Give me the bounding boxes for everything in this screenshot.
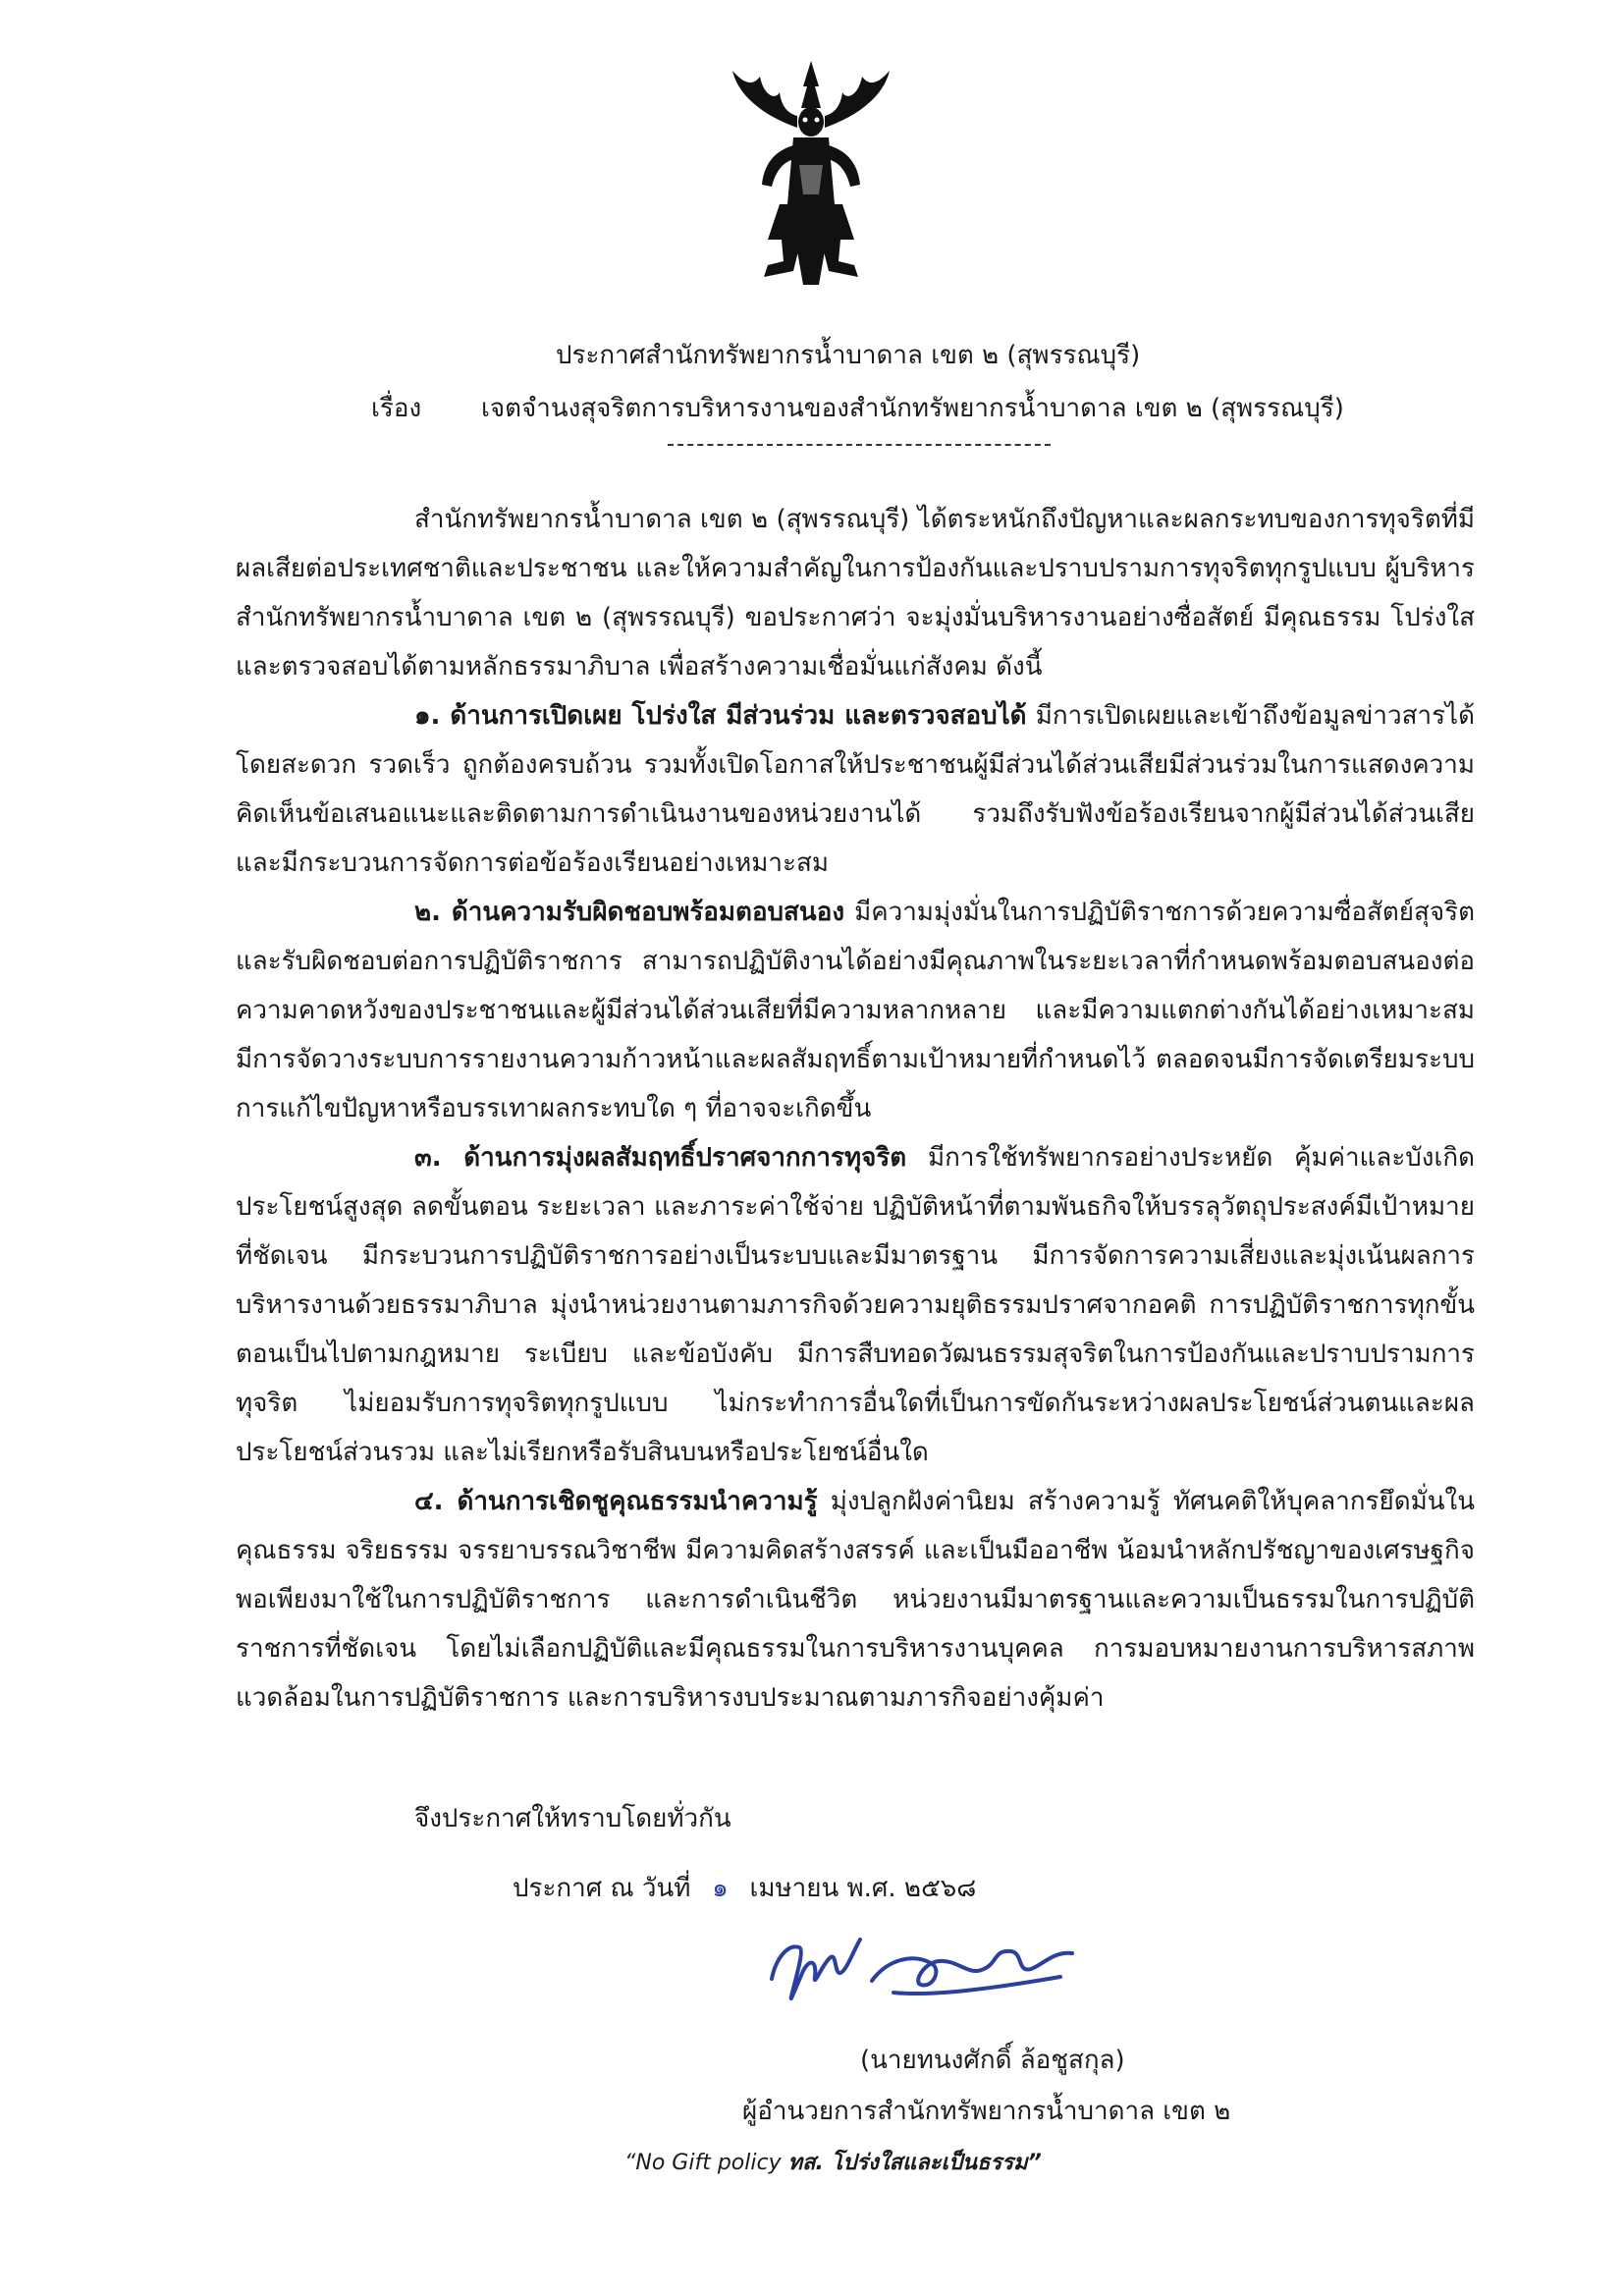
item-heading-3: ๓. ด้านการมุ่งผลสัมฤทธิ์ปราศจากการทุจริต bbox=[414, 1143, 907, 1173]
item-heading-2: ๒. ด้านความรับผิดชอบพร้อมตอบสนอง bbox=[414, 898, 845, 927]
slogan-bold: ทส. โปร่งใสและเป็นธรรม” bbox=[787, 2151, 1042, 2175]
signer-name: (นายทนงศักดิ์ ล้อชูสกุล) bbox=[860, 2046, 1125, 2075]
announcement-body bbox=[236, 495, 1475, 1722]
item-paragraph-3 bbox=[236, 1133, 1475, 1477]
date-day: ๑ bbox=[712, 1874, 729, 1903]
signer-position: ผู้อำนวยการสำนักทรัพยากรน้ำบาดาล เขต ๒ bbox=[742, 2097, 1231, 2126]
item-paragraph-4 bbox=[236, 1477, 1475, 1722]
subject-text: เจตจำนงสุจริตการบริหารงานของสำนักทรัพยากรน้ำบาดาล เขต ๒ (สุพรรณบุรี) bbox=[481, 394, 1344, 423]
intro-paragraph: สำนักทรัพยากรน้ำบาดาล เขต ๒ (สุพรรณบุรี) ได้ตระหนักถึงปัญหาและผลกระทบของการทุจริตที่มีผลเสียต่อประเทศชาติและประชาชน และให้ความสำคัญในการป้องกันและปราบปรามการทุจริตทุกรูปแบบ ผู้บริหารสำนักทรัพยากรน้ำบาดาล เขต ๒ (สุพรรณบุรี) ขอประกาศว่า จะมุ่งมั่นบริหารงานอย่างซื่อสัตย์ มีคุณธรรม โปร่งใส และตรวจสอบได้ตามหลักธรรมาภิบาล เพื่อสร้างความเชื่อมั่นแก่สังคม ดังนี้ bbox=[236, 505, 1475, 682]
title-divider bbox=[668, 444, 1051, 446]
announcement-title: ประกาศสำนักทรัพยากรน้ำบาดาล เขต ๒ (สุพรรณบุรี) bbox=[556, 341, 1141, 370]
item-text-1: มีการเปิดเผยและเข้าถึงข้อมูลข่าวสารได้โดยสะดวก รวดเร็ว ถูกต้องครบถ้วน รวมทั้งเปิดโอกาสให้ประชาชนผู้มีส่วนได้ส่วนเสียมีส่วนร่วมในการแสดงความคิดเห็นข้อเสนอแนะและติดตามการดำเนินงานของหน่วยงานได้ รวมถึงรับฟังข้อร้องเรียนจากผู้มีส่วนได้ส่วนเสียและมีกระบวนการจัดการต่อข้อร้องเรียนอย่างเหมาะสม bbox=[236, 701, 1475, 878]
item-paragraph-2 bbox=[236, 888, 1475, 1133]
slogan-prefix: “No Gift policy bbox=[624, 2151, 782, 2175]
date-month-year: เมษายน พ.ศ. ๒๕๖๘ bbox=[749, 1874, 977, 1903]
date-prefix: ประกาศ ณ วันที่ bbox=[513, 1874, 691, 1903]
item-heading-1: ๑. ด้านการเปิดเผย โปร่งใส มีส่วนร่วม และตรวจสอบได้ bbox=[414, 701, 1027, 731]
announcement-subject bbox=[371, 389, 1344, 428]
garuda-emblem-icon bbox=[725, 57, 897, 293]
subject-label: เรื่อง bbox=[371, 394, 422, 423]
announcement-date bbox=[513, 1869, 976, 1908]
item-paragraph-1 bbox=[236, 691, 1475, 888]
handwritten-signature bbox=[766, 1920, 1080, 2008]
footer-slogan bbox=[624, 2146, 1042, 2181]
closing-statement: จึงประกาศให้ทราบโดยทั่วกัน bbox=[414, 1804, 731, 1833]
item-heading-4: ๔. ด้านการเชิดชูคุณธรรมนำความรู้ bbox=[414, 1487, 818, 1516]
item-text-2: มีความมุ่งมั่นในการปฏิบัติราชการด้วยความซื่อสัตย์สุจริต และรับผิดชอบต่อการปฏิบัติราชการ สามารถปฏิบัติงานได้อย่างมีคุณภาพในระยะเวลาที่กำหนดพร้อมตอบสนองต่อความคาดหวังของประชาชนและผู้มีส่วนได้ส่วนเสียที่มีความหลากหลาย และมีความแตกต่างกันได้อย่างเหมาะสม มีการจัดวางระบบการรายงานความก้าวหน้าและผลสัมฤทธิ์ตามเป้าหมายที่กำหนดไว้ ตลอดจนมีการจัดเตรียมระบบการแก้ไขปัญหาหรือบรรเทาผลกระทบใด ๆ ที่อาจจะเกิดขึ้น bbox=[236, 898, 1475, 1123]
item-text-4: มุ่งปลูกฝังค่านิยม สร้างความรู้ ทัศนคติให้บุคลากรยึดมั่นในคุณธรรม จริยธรรม จรรยาบรรณวิชาชีพ มีความคิดสร้างสรรค์ และเป็นมืออาชีพ น้อมนำหลักปรัชญาของเศรษฐกิจพอเพียงมาใช้ในการปฏิบัติราชการ และการดำเนินชีวิต หน่วยงานมีมาตรฐานและความเป็นธรรมในการปฏิบัติราชการที่ชัดเจน โดยไม่เลือกปฏิบัติและมีคุณธรรมในการบริหารงานบุคคล การมอบหมายงานการบริหารสภาพแวดล้อมในการปฏิบัติราชการ และการบริหารงบประมาณตามภารกิจอย่างคุ้มค่า bbox=[236, 1487, 1475, 1713]
item-text-3: มีการใช้ทรัพยากรอย่างประหยัด คุ้มค่าและบังเกิดประโยชน์สูงสุด ลดขั้นตอน ระยะเวลา และภาระค่าใช้จ่าย ปฏิบัติหน้าที่ตามพันธกิจให้บรรลุวัตถุประสงค์มีเป้าหมายที่ชัดเจน มีกระบวนการปฏิบัติราชการอย่างเป็นระบบและมีมาตรฐาน มีการจัดการความเสี่ยงและมุ่งเน้นผลการบริหารงานด้วยธรรมาภิบาล มุ่งนำหน่วยงานตามภารกิจด้วยความยุติธรรมปราศจากอคติ การปฏิบัติราชการทุกขั้นตอนเป็นไปตามกฎหมาย ระเบียบ และข้อบังคับ มีการสืบทอดวัฒนธรรมสุจริตในการป้องกันและปราบปรามการทุจริต ไม่ยอมรับการทุจริตทุกรูปแบบ ไม่กระทำการอื่นใดที่เป็นการขัดกันระหว่างผลประโยชน์ส่วนตนและผลประโยชน์ส่วนรวม และไม่เรียกหรือรับสินบนหรือประโยชน์อื่นใด bbox=[236, 1143, 1476, 1467]
